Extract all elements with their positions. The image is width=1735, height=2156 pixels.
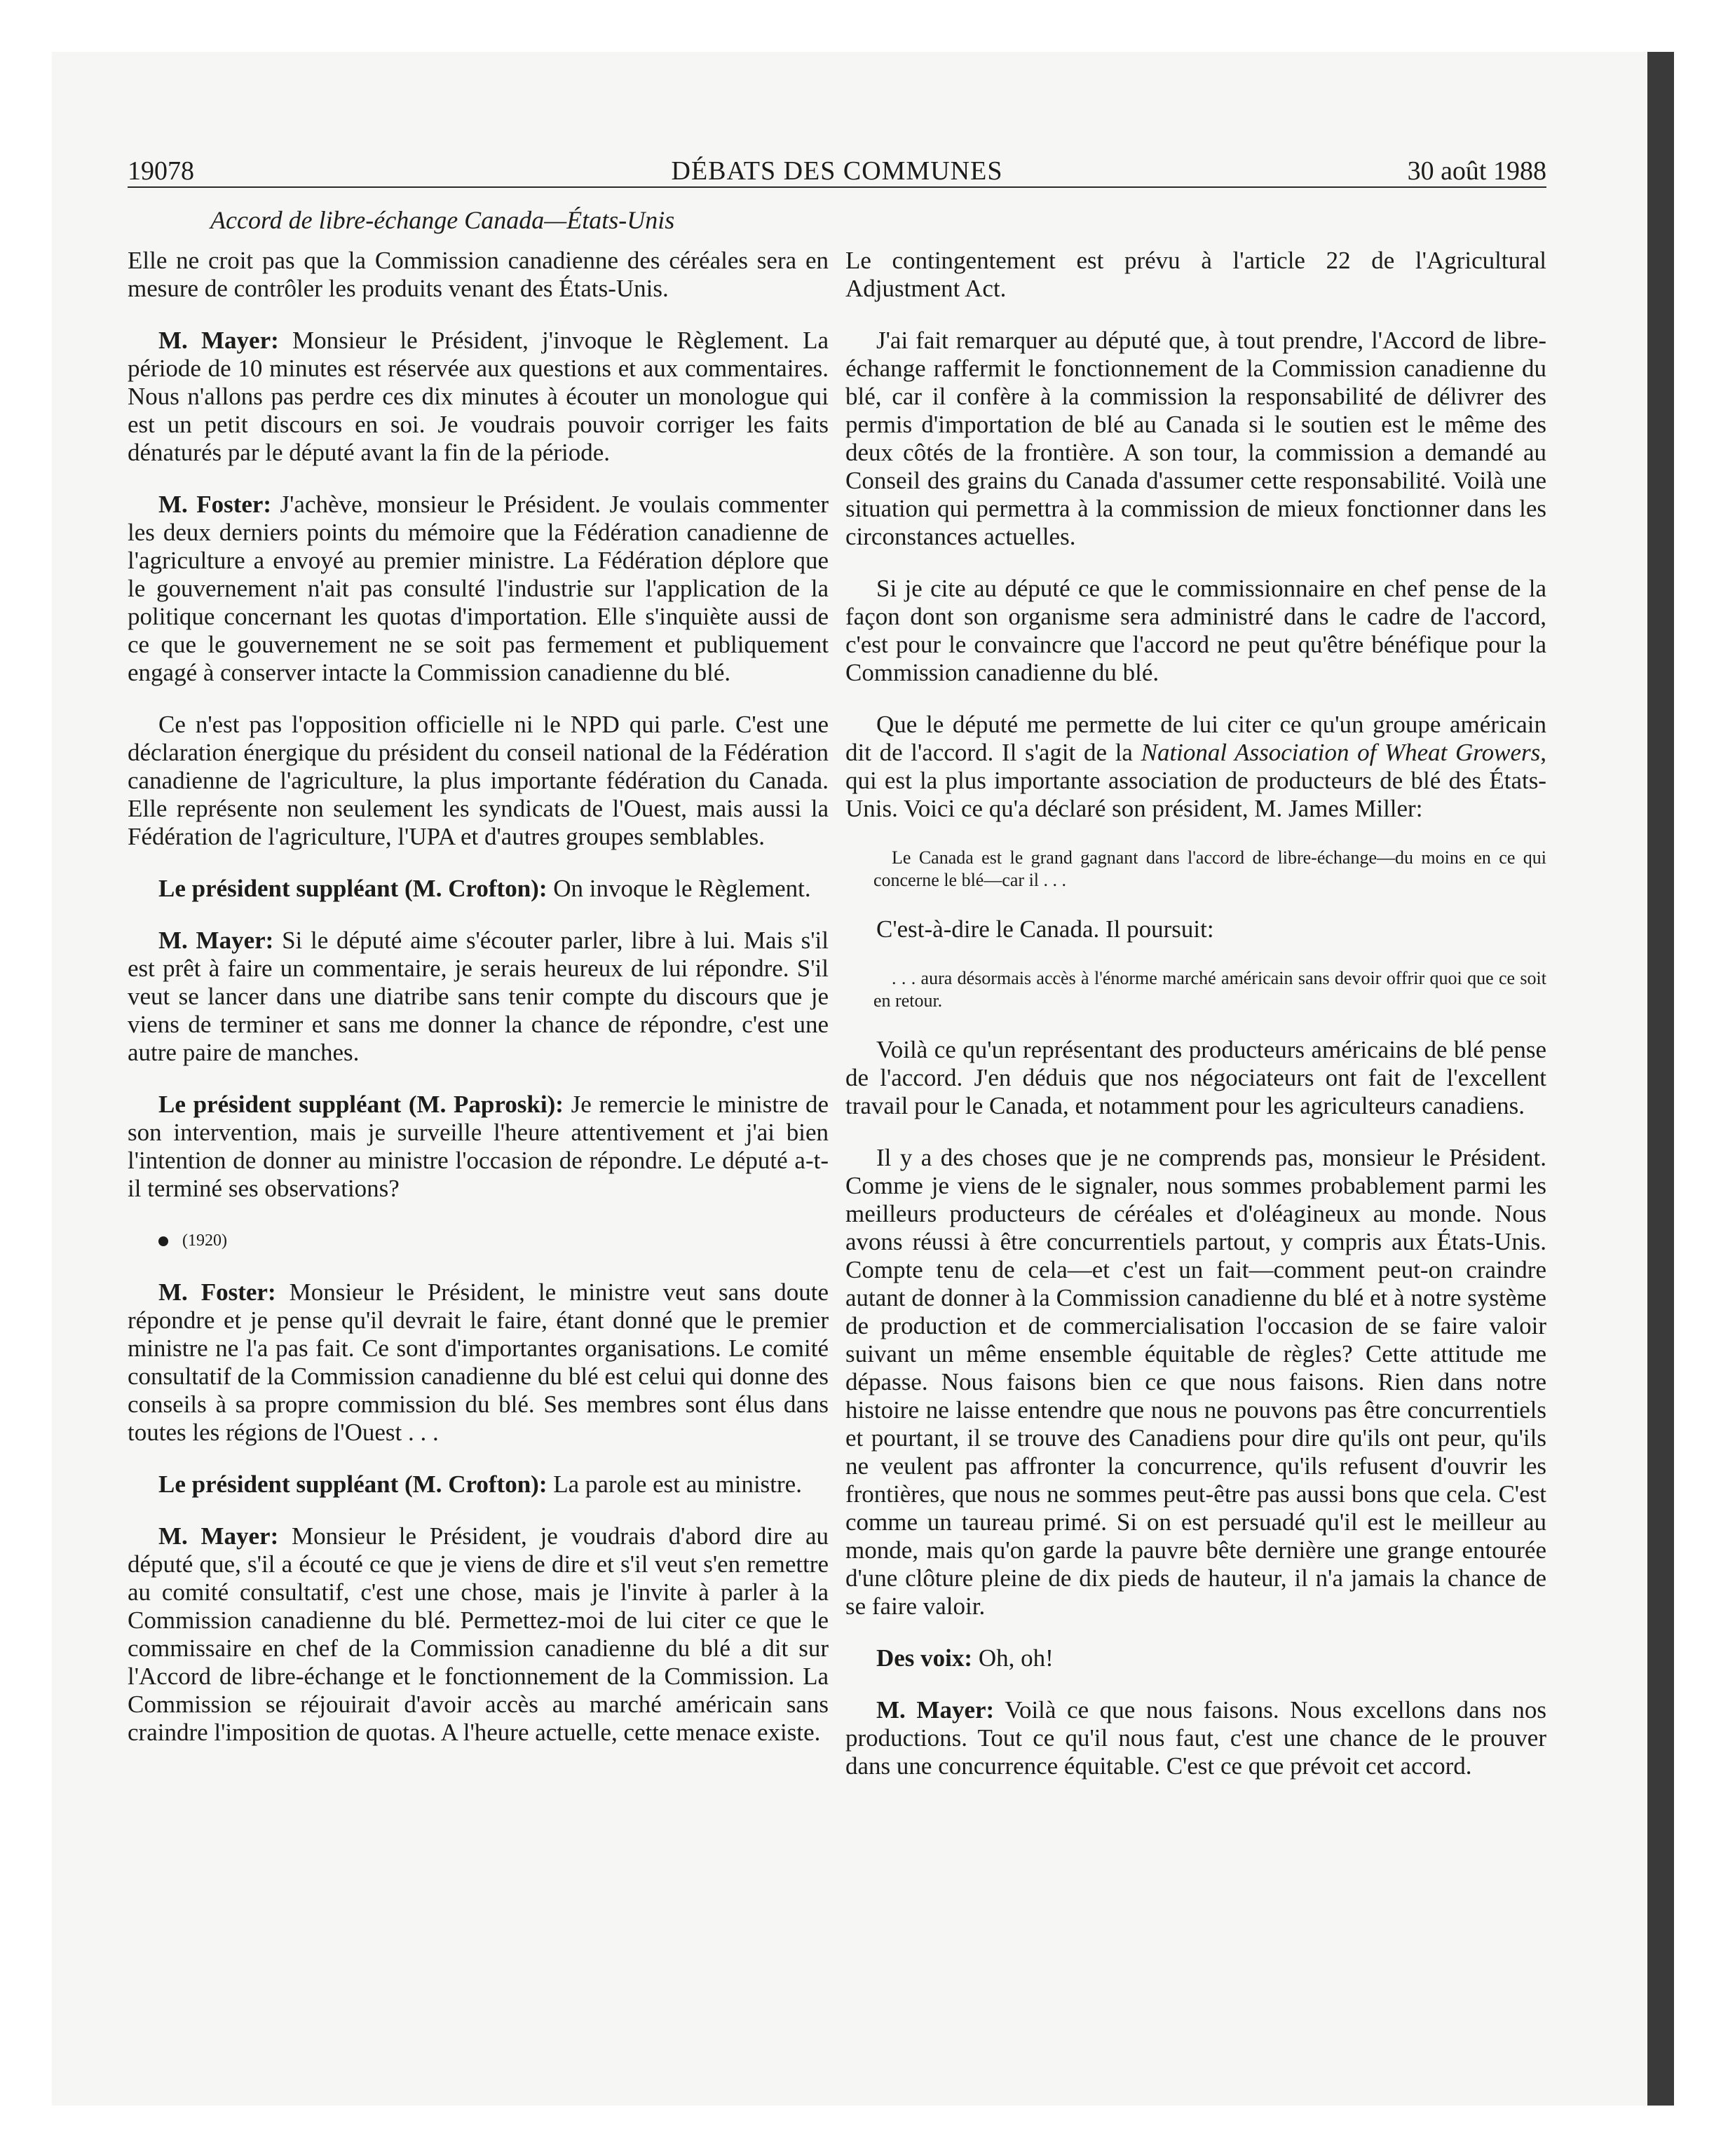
bullet-icon xyxy=(158,1236,168,1246)
block-quote: . . . aura désormais accès à l'énorme marché américain sans devoir offrir quoi que ce soit en retour. xyxy=(873,968,1546,1011)
paragraph xyxy=(845,1644,1546,1672)
speaker-name: M. Mayer: xyxy=(158,927,274,954)
page-number: 19078 xyxy=(128,156,194,186)
speaker-name: M. Mayer: xyxy=(876,1696,995,1724)
paragraph: Si je cite au député ce que le commissionnaire en chef pense de la façon dont son organisme sera administré dans le cadre de l'accord, c'est pour le convaincre que l'accord ne peut qu'être bénéfique pour la Commission canadienne du blé. xyxy=(845,575,1546,686)
paragraph xyxy=(845,711,1546,823)
paragraph: Elle ne croit pas que la Commission canadienne des céréales sera en mesure de contrôler les produits venant des États-Unis. xyxy=(128,247,829,302)
paragraph xyxy=(128,1091,829,1203)
speaker-name: M. Mayer: xyxy=(158,1522,279,1550)
right-column xyxy=(845,247,1546,1804)
time-marker xyxy=(128,1227,829,1255)
paragraph: C'est-à-dire le Canada. Il poursuit: xyxy=(876,915,1214,943)
paragraph xyxy=(845,1696,1546,1780)
paragraph xyxy=(128,875,829,903)
speaker-name: M. Foster: xyxy=(158,1278,276,1306)
left-column xyxy=(128,247,829,1770)
speech-text: Monsieur le Président, j'invoque le Règlement. La période de 10 minutes est réservée aux questions et aux commentaires. Nous n'allons pas perdre ces dix minutes à écouter un monologue qui est un petit discours en soi. Je voudrais pouvoir corriger les faits dénaturés par le député avant la fin de la période. xyxy=(128,327,829,466)
speaker-name: Des voix: xyxy=(876,1644,973,1672)
speaker-name: Le président suppléant (M. Crofton): xyxy=(158,1471,547,1498)
speech-text: Je remercie le ministre de son intervention, mais je surveille l'heure attentivement et j'ai bien l'intention de donner au ministre l'occasion de répondre. Le député a-t-il terminé ses observations? xyxy=(128,1091,829,1202)
scan-edge xyxy=(1647,52,1674,2106)
section-subtitle: Accord de libre-échange Canada—États-Unis xyxy=(210,206,675,234)
speaker-name: M. Mayer: xyxy=(158,327,279,354)
paragraph xyxy=(128,1522,829,1747)
paragraph: Voilà ce qu'un représentant des producteurs américains de blé pense de l'accord. J'en déduis que nos négociateurs ont fait de l'excellent travail pour le Canada, et notamment pour les agriculteurs canadiens. xyxy=(845,1036,1546,1119)
paragraph: Le contingentement est prévu à l'article 22 de l'Agricultural Adjustment Act. xyxy=(845,247,1546,302)
organization-name: National Association of Wheat Growers xyxy=(1141,739,1541,766)
paragraph xyxy=(128,1278,829,1447)
speaker-name: Le président suppléant (M. Paproski): xyxy=(158,1091,564,1118)
speech-text: La parole est au ministre. xyxy=(547,1471,802,1498)
speech-text: Voilà ce que nous faisons. Nous excellons dans nos productions. Tout ce qu'il nous faut, c'est une chance de le prouver dans une concurrence équitable. C'est ce que prévoit cet accord. xyxy=(845,1696,1547,1780)
paragraph xyxy=(128,1471,829,1499)
page-date: 30 août 1988 xyxy=(1407,156,1546,186)
speech-text: Que le député me permette de lui citer ce qu'un groupe américain dit de l'accord. Il s'agit de la xyxy=(845,711,1546,766)
speech-text: On invoque le Règlement. xyxy=(547,875,811,902)
speaker-name: Le président suppléant (M. Crofton): xyxy=(158,875,547,902)
speaker-name: M. Foster: xyxy=(158,491,272,518)
speech-text: Monsieur le Président, je voudrais d'abord dire au député que, s'il a écouté ce que je viens de dire et s'il veut s'en remettre au comité consultatif, c'est une chose, mais je l'invite à parler à la Commission canadienne du blé. Permettez-moi de lui citer ce que le commissaire en chef de la Commission canadienne du blé a dit sur l'Accord de libre-échange et le fonctionnement de la Commission. La Commission se réjouirait d'avoir accès au marché américain sans craindre l'imposition de quotas. A l'heure actuelle, cette menace existe. xyxy=(128,1522,829,1746)
time-stamp: (1920) xyxy=(182,1231,227,1250)
paragraph: J'ai fait remarquer au député que, à tout prendre, l'Accord de libre-échange raffermit le fonctionnement de la Commission canadienne du blé, car il confère à la commission la responsabilité de délivrer des permis d'importation de blé au Canada si le soutien est le même des deux côtés de la frontière. A son tour, la commission a demandé au Conseil des grains du Canada d'assumer cette responsabilité. Voilà une situation qui permettra à la commission de mieux fonctionner dans les circonstances actuelles. xyxy=(845,327,1546,550)
speech-text: Oh, oh! xyxy=(972,1644,1054,1672)
paragraph xyxy=(128,491,829,687)
publication-title: DÉBATS DES COMMUNES xyxy=(671,156,1003,186)
speech-text: Monsieur le Président, le ministre veut sans doute répondre et je pense qu'il devrait le faire, étant donné que le premier ministre ne l'a pas fait. Ce sont d'importantes organisations. Le comité consultatif de la Commission canadienne du blé est celui qui donne des conseils à sa propre commission du blé. Ses membres sont élus dans toutes les régions de l'Ouest . . . xyxy=(128,1278,829,1446)
block-quote: Le Canada est le grand gagnant dans l'accord de libre-échange—du moins en ce qui concerne le blé—car il . . . xyxy=(873,847,1546,890)
paragraph xyxy=(128,927,829,1067)
speech-text: Si le député aime s'écouter parler, libre à lui. Mais s'il est prêt à faire un commentaire, je serais heureux de lui répondre. S'il veut se lancer dans une diatribe sans tenir compte du discours que je viens de terminer et sans me donner la chance de répondre, c'est une autre paire de manches. xyxy=(128,927,829,1066)
speech-text: J'achève, monsieur le Président. Je voulais commenter les deux derniers points du mémoire que la Fédération canadienne de l'agriculture a envoyé au premier ministre. La Fédération déplore que le gouvernement n'ait pas consulté l'industrie sur l'application de la politique concernant les quotas d'importation. Elle s'inquiète aussi de ce que le gouvernement ne se soit pas fermement et publiquement engagé à conserver intacte la Commission canadienne du blé. xyxy=(128,491,829,686)
paragraph: Il y a des choses que je ne comprends pas, monsieur le Président. Comme je viens de le signaler, nous sommes probablement parmi les meilleurs producteurs de céréales et d'oléagineux au monde. Nous avons réussi à être concurrentiels partout, y compris aux États-Unis. Compte tenu de cela—et c'est un fait—comment peut-on craindre autant de donner à la Commission canadienne du blé et à notre système de production et de commercialisation l'occasion de se faire valoir suivant un même ensemble équitable de règles? Cette attitude me dépasse. Nous faisons bien ce que nous faisons. Rien dans notre histoire ne laisse entendre que nous ne pouvons pas être concurrentiels et pourtant, il se trouve des Canadiens pour dire qu'ils ont peur, qu'ils ne veulent pas affronter la concurrence, qu'ils refusent d'ouvrir les frontières, que nous ne sommes peut-être pas aussi bons que cela. C'est comme un taureau primé. Si on est persuadé qu'il est le meilleur au monde, mais qu'on garde la pauvre bête dernière une grange entourée d'une clôture pleine de dix pieds de hauteur, il n'a jamais la chance de se faire valoir. xyxy=(845,1144,1546,1620)
paragraph xyxy=(128,327,829,467)
page-header xyxy=(128,154,1546,188)
header-rule xyxy=(128,186,1546,188)
paragraph: Ce n'est pas l'opposition officielle ni le NPD qui parle. C'est une déclaration énergique du président du conseil national de la Fédération canadienne de l'agriculture, la plus importante fédération du Canada. Elle représente non seulement les syndicats de l'Ouest, mais aussi la Fédération de l'agriculture, l'UPA et d'autres groupes semblables. xyxy=(128,711,829,850)
speech-text: , qui est la plus importante association de producteurs de blé des États-Unis. Voici ce qu'a déclaré son président, M. James Miller: xyxy=(845,739,1546,822)
